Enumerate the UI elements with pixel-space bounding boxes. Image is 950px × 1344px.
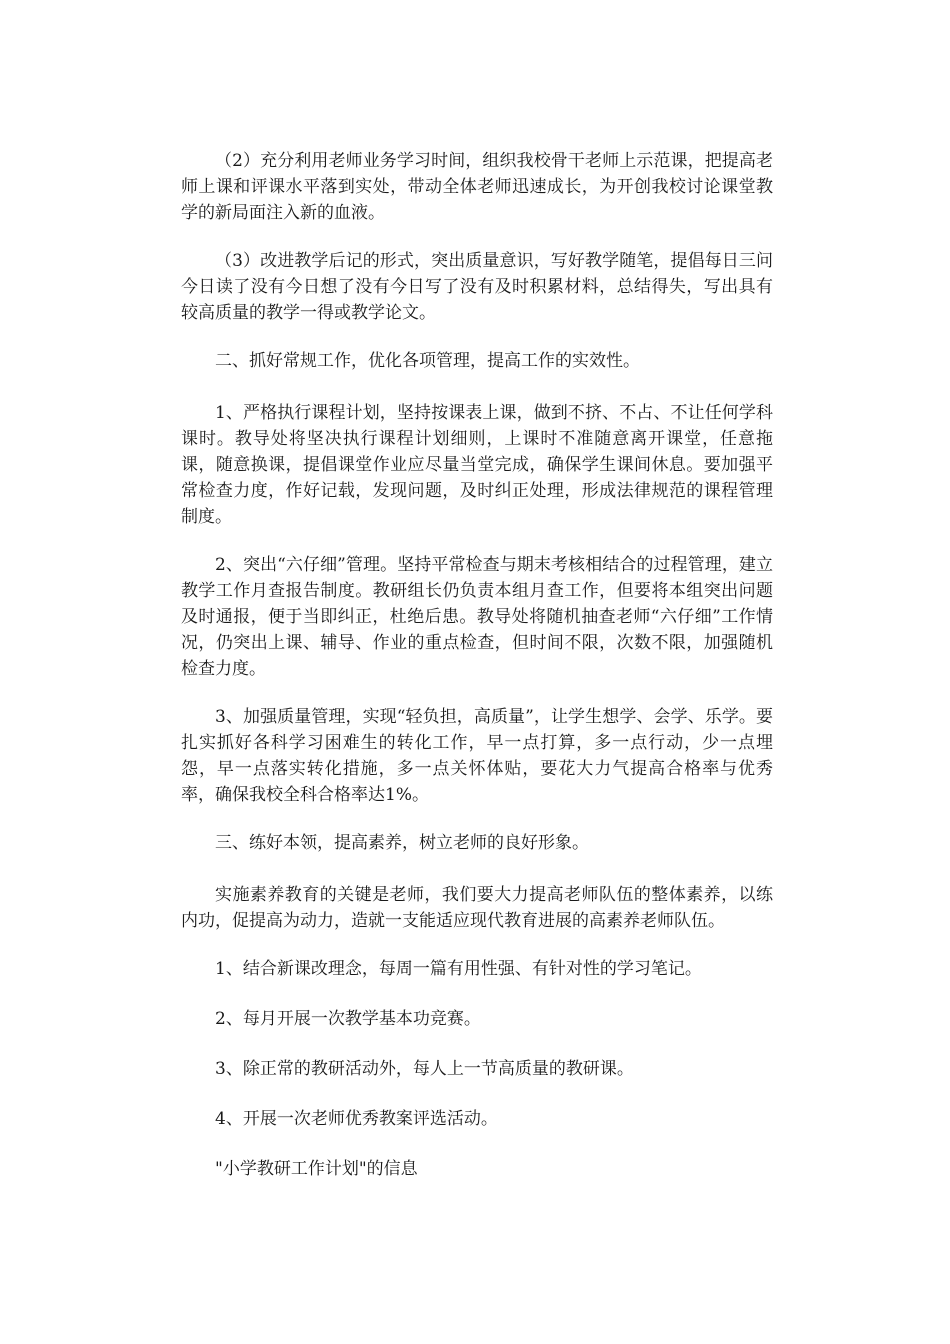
paragraph-teacher-quality: 实施素养教育的关键是老师，我们要大力提高老师队伍的整体素养，以练内功，促提高为动力，造就一支能适应现代教育进展的高素养老师队伍。	[181, 885, 773, 931]
paragraph-2-demo-lessons: （2）充分利用老师业务学习时间，组织我校骨干老师上示范课，把提高老师上课和评课水平落到实处，带动全体老师迅速成长，为开创我校讨论课堂教学的新局面注入新的血液。	[181, 151, 773, 223]
paragraph-quality-management: 3、加强质量管理，实现“轻负担，高质量”，让学生想学、会学、乐学。要扎实抓好各科学习困难生的转化工作，早一点打算，多一点行动，少一点埋怨，早一点落实转化措施，多一点关怀体贴，要花大力气提高合格率与优秀率，确保我校全科合格率达1%。	[181, 707, 773, 805]
section-heading-2: 二、抓好常规工作，优化各项管理，提高工作的实效性。	[215, 351, 640, 371]
document-body	[181, 148, 773, 1204]
paragraph-six-careful: 2、突出“六仔细”管理。坚持平常检查与期末考核相结合的过程管理，建立教学工作月查报告制度。教研组长仍负责本组月查工作，但要将本组突出问题及时通报，便于当即纠正，杜绝后患。教导处将随机抽查老师“六仔细”工作情况，仍突出上课、辅导、作业的重点检查，但时间不限，次数不限，加强随机检查力度。	[181, 555, 773, 679]
section-heading-3: 三、练好本领，提高素养，树立老师的良好形象。	[215, 833, 589, 853]
list-item-research-lesson: 3、除正常的教研活动外，每人上一节高质量的教研课。	[215, 1059, 634, 1079]
paragraph-3-teaching-notes: （3）改进教学后记的形式，突出质量意识，写好教学随笔，提倡每日三问今日读了没有今日想了没有今日写了没有及时积累材料，总结得失，写出具有较高质量的教学一得或教学论文。	[181, 251, 773, 323]
paragraph-curriculum-plan: 1、严格执行课程计划，坚持按课表上课，做到不挤、不占、不让任何学科课时。教导处将坚决执行课程计划细则，上课时不准随意离开课堂，任意拖课，随意换课，提倡课堂作业应尽量当堂完成，确保学生课间休息。要加强平常检查力度，作好记载，发现问题，及时纠正处理，形成法律规范的课程管理制度。	[181, 403, 773, 527]
list-item-lesson-plan-contest: 4、开展一次老师优秀教案评选活动。	[215, 1109, 498, 1129]
footer-info-label: "小学教研工作计划"的信息	[215, 1159, 418, 1179]
list-item-study-notes: 1、结合新课改理念，每周一篇有用性强、有针对性的学习笔记。	[215, 959, 702, 979]
list-item-skill-contest: 2、每月开展一次教学基本功竞赛。	[215, 1009, 481, 1029]
